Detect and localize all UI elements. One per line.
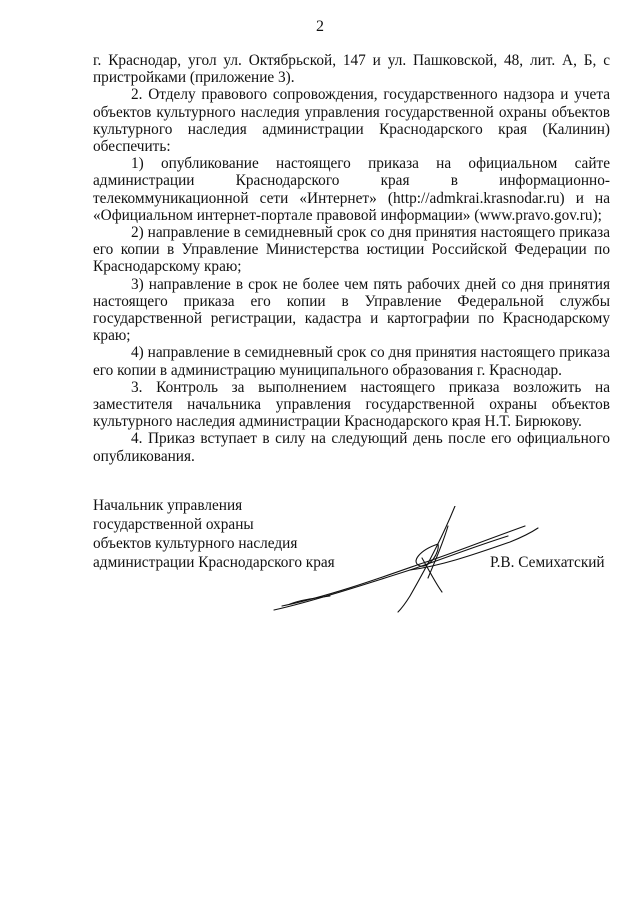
paragraph-7: 3. Контроль за выполнением настоящего приказа возложить на заместителя начальника управления государственной охраны объектов культурного наследия администрации Краснодарского края Н.Т. Бирюкову.	[93, 378, 610, 431]
position-line: администрации Краснодарского края	[93, 554, 335, 571]
paragraph-5: 3) направление в срок не более чем пять рабочих дней со дня принятия настоящего приказа его копии в Управление Федеральной службы государственной регистрации, кадастра и картографии по Краснодарскому краю;	[93, 275, 610, 345]
paragraph-4: 2) направление в семидневный срок со дня принятия настоящего приказа его копии в Управление Министерства юстиции Российской Федерации по Краснодарскому краю;	[93, 224, 610, 276]
signer-name: Р.В. Семихатский	[490, 554, 605, 571]
paragraph-2: 2. Отделу правового сопровождения, государственного надзора и учета объектов культурного наследия управления государственной охраны объектов культурного наследия администрации Краснодарского края (Калинин) обеспечить:	[93, 86, 610, 156]
position-line: Начальник управления	[93, 497, 243, 514]
paragraph-6: 4) направление в семидневный срок со дня принятия настоящего приказа его копии в администрацию муниципального образования г. Краснодар.	[93, 344, 610, 379]
position-line: объектов культурного наследия	[93, 535, 298, 552]
paragraph-1: г. Краснодар, угол ул. Октябрьской, 147 и ул. Пашковской, 48, лит. А, Б, с пристройками (приложение 3).	[93, 52, 610, 87]
paragraph-3: 1) опубликование настоящего приказа на официальном сайте администрации Краснодарского края в информационно-телекоммуникационной сети «Интернет» (http://admkrai.krasnodar.ru) и на «Официальном интернет-портале правовой информации» (www.pravo.gov.ru);	[93, 155, 610, 224]
document-body	[93, 52, 610, 465]
paragraph-8: 4. Приказ вступает в силу на следующий день после его официального опубликования.	[93, 430, 610, 465]
page-number: 2	[316, 18, 324, 35]
position-line: государственной охраны	[93, 516, 254, 533]
